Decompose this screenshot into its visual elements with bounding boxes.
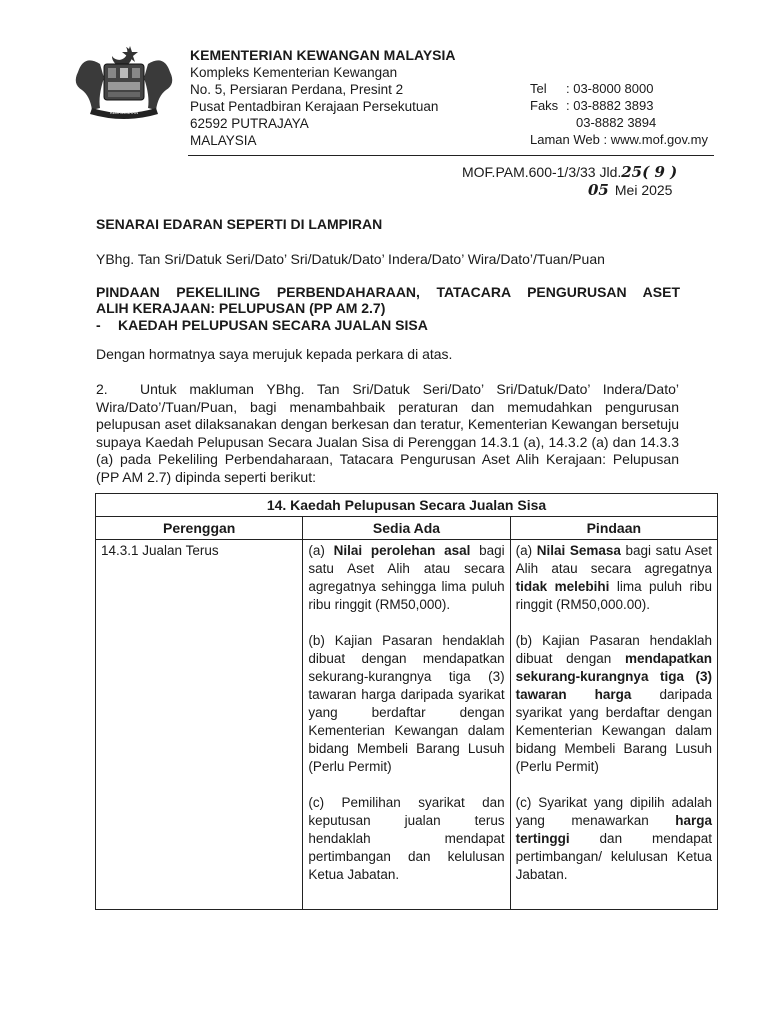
subject-line-3: KAEDAH PELUPUSAN SECARA JUALAN SISA	[118, 317, 428, 333]
salutation: YBhg. Tan Sri/Datuk Seri/Dato’ Sri/Datuk/Dato’ Indera/Dato’ Wira/Dato’/Tuan/Puan	[96, 251, 605, 267]
item-marker: (a)	[308, 543, 325, 558]
sedia-ada-item-a	[308, 542, 504, 614]
item-text: (b) Kajian Pasaran hendaklah dibuat dengan	[515, 633, 712, 666]
reference-handwritten: 25( 9 )	[621, 163, 678, 181]
address-line: Pusat Pentadbiran Kerajaan Persekutuan	[190, 99, 439, 114]
fax-value-2: 03-8882 3894	[576, 115, 657, 130]
item-text: dan mendapat pertimbangan/ kelulusan Ketua Jabatan.	[515, 831, 712, 882]
column-header: Sedia Ada	[303, 517, 510, 540]
fax-value: : 03-8882 3893	[566, 98, 654, 113]
subject-dash: -	[96, 317, 101, 333]
table-title: 14. Kaedah Pelupusan Secara Jualan Sisa	[96, 494, 718, 517]
coat-of-arms-icon	[70, 42, 178, 120]
sedia-ada-cell	[303, 540, 510, 910]
sedia-ada-item-b: (b) Kajian Pasaran hendaklah dibuat dengan mendapatkan sekurang-kurangnya tiga (3) tawaran harga daripada syarikat yang berdaftar dengan Kementerian Kewangan dalam bidang Membeli Barang Lusuh (Perlu Permit)	[308, 633, 505, 774]
tel-value: : 03-8000 8000	[566, 81, 654, 96]
bold-term: harga tertinggi	[515, 813, 712, 846]
header-divider	[188, 155, 714, 156]
bold-term: tidak melebihi	[515, 579, 610, 594]
table-row	[96, 540, 718, 910]
contact-block	[530, 80, 708, 148]
item-text: bagi satu Aset Alih atau secara agregatnya sehingga lima puluh ribu ringgit (RM50,000).	[308, 543, 505, 612]
ministry-name: KEMENTERIAN KEWANGAN MALAYSIA	[190, 47, 456, 63]
date-handwritten: 05	[588, 181, 609, 199]
amendment-table	[95, 493, 718, 910]
greeting: Dengan hormatnya saya merujuk kepada perkara di atas.	[96, 346, 453, 362]
paragraph-number: 2.	[96, 381, 108, 397]
ministry-address-block	[190, 47, 456, 149]
bold-term: mendapatkan sekurang-kurangnya tiga (3) tawaran harga	[515, 651, 712, 702]
date-text: Mei 2025	[614, 182, 673, 198]
reference-number	[462, 163, 677, 181]
address-line: No. 5, Persiaran Perdana, Presint 2	[190, 82, 404, 97]
pindaan-cell	[510, 540, 717, 910]
tel-label: Tel	[530, 81, 547, 96]
item-text: bagi satu Aset Alih atau secara agregatnya	[515, 543, 712, 576]
bold-term: Nilai Semasa	[536, 543, 621, 558]
address-line: MALAYSIA	[190, 133, 257, 148]
item-text: lima puluh ribu ringgit (RM50,000.00).	[515, 579, 712, 612]
paragraph-text: Untuk makluman YBhg. Tan Sri/Datuk Seri/Dato’ Sri/Datuk/Dato’ Indera/Dato’ Wira/Dato’/Tuan/Puan, bagi menambahbaik peraturan dan memudahkan pengurusan pelupusan aset dilaksanakan dengan berkesan dan teratur, Kementerian Kewangan bersetuju supaya Kaedah Pelupusan Secara Jualan Sisa di Perenggan 14.3.1 (a), 14.3.2 (a) dan 14.3.3 (a) pada Pekeliling Perbendaharaan, Tatacara Pengurusan Aset Alih Kerajaan: Pelupusan (PP AM 2.7) dipinda seperti berikut:	[96, 381, 679, 485]
subject-subtitle	[96, 317, 428, 333]
crest-motto: KEBANGSAAN	[110, 110, 138, 115]
distribution-heading: SENARAI EDARAN SEPERTI DI LAMPIRAN	[96, 216, 383, 232]
website-label: Laman Web	[530, 132, 600, 147]
coat-of-arms-logo	[70, 42, 178, 120]
row-label: 14.3.1 Jualan Terus	[96, 540, 303, 910]
pindaan-item-a	[516, 542, 712, 614]
item-text: (c) Syarikat yang dipilih adalah yang menawarkan	[515, 795, 712, 828]
fax-label: Faks	[530, 98, 559, 113]
column-header: Perenggan	[96, 517, 303, 540]
letter-date	[588, 181, 672, 199]
column-header: Pindaan	[510, 517, 717, 540]
reference-text: MOF.PAM.600-1/3/33 Jld.	[462, 164, 622, 180]
address-line: 62592 PUTRAJAYA	[190, 116, 309, 131]
pindaan-item-c	[516, 794, 712, 884]
website-value: : www.mof.gov.my	[603, 132, 708, 147]
pindaan-item-b	[516, 632, 712, 776]
address-line: Kompleks Kementerian Kewangan	[190, 65, 398, 80]
subject-line-2: ALIH KERAJAAN: PELUPUSAN (PP AM 2.7)	[96, 300, 386, 316]
subject-title	[96, 284, 680, 316]
paragraph-2	[96, 381, 679, 486]
subject-line-1: PINDAAN PEKELILING PERBENDAHARAAN, TATACARA PENGURUSAN ASET	[96, 284, 680, 300]
bold-term: Nilai perolehan asal	[333, 543, 471, 558]
item-text: daripada syarikat yang berdaftar dengan Kementerian Kewangan dalam bidang Membeli Barang Lusuh (Perlu Permit)	[515, 687, 712, 774]
sedia-ada-item-c: (c) Pemilihan syarikat dan keputusan jualan terus hendaklah mendapat pertimbangan dan kelulusan Ketua Jabatan.	[308, 795, 505, 882]
item-marker: (a)	[515, 543, 533, 558]
